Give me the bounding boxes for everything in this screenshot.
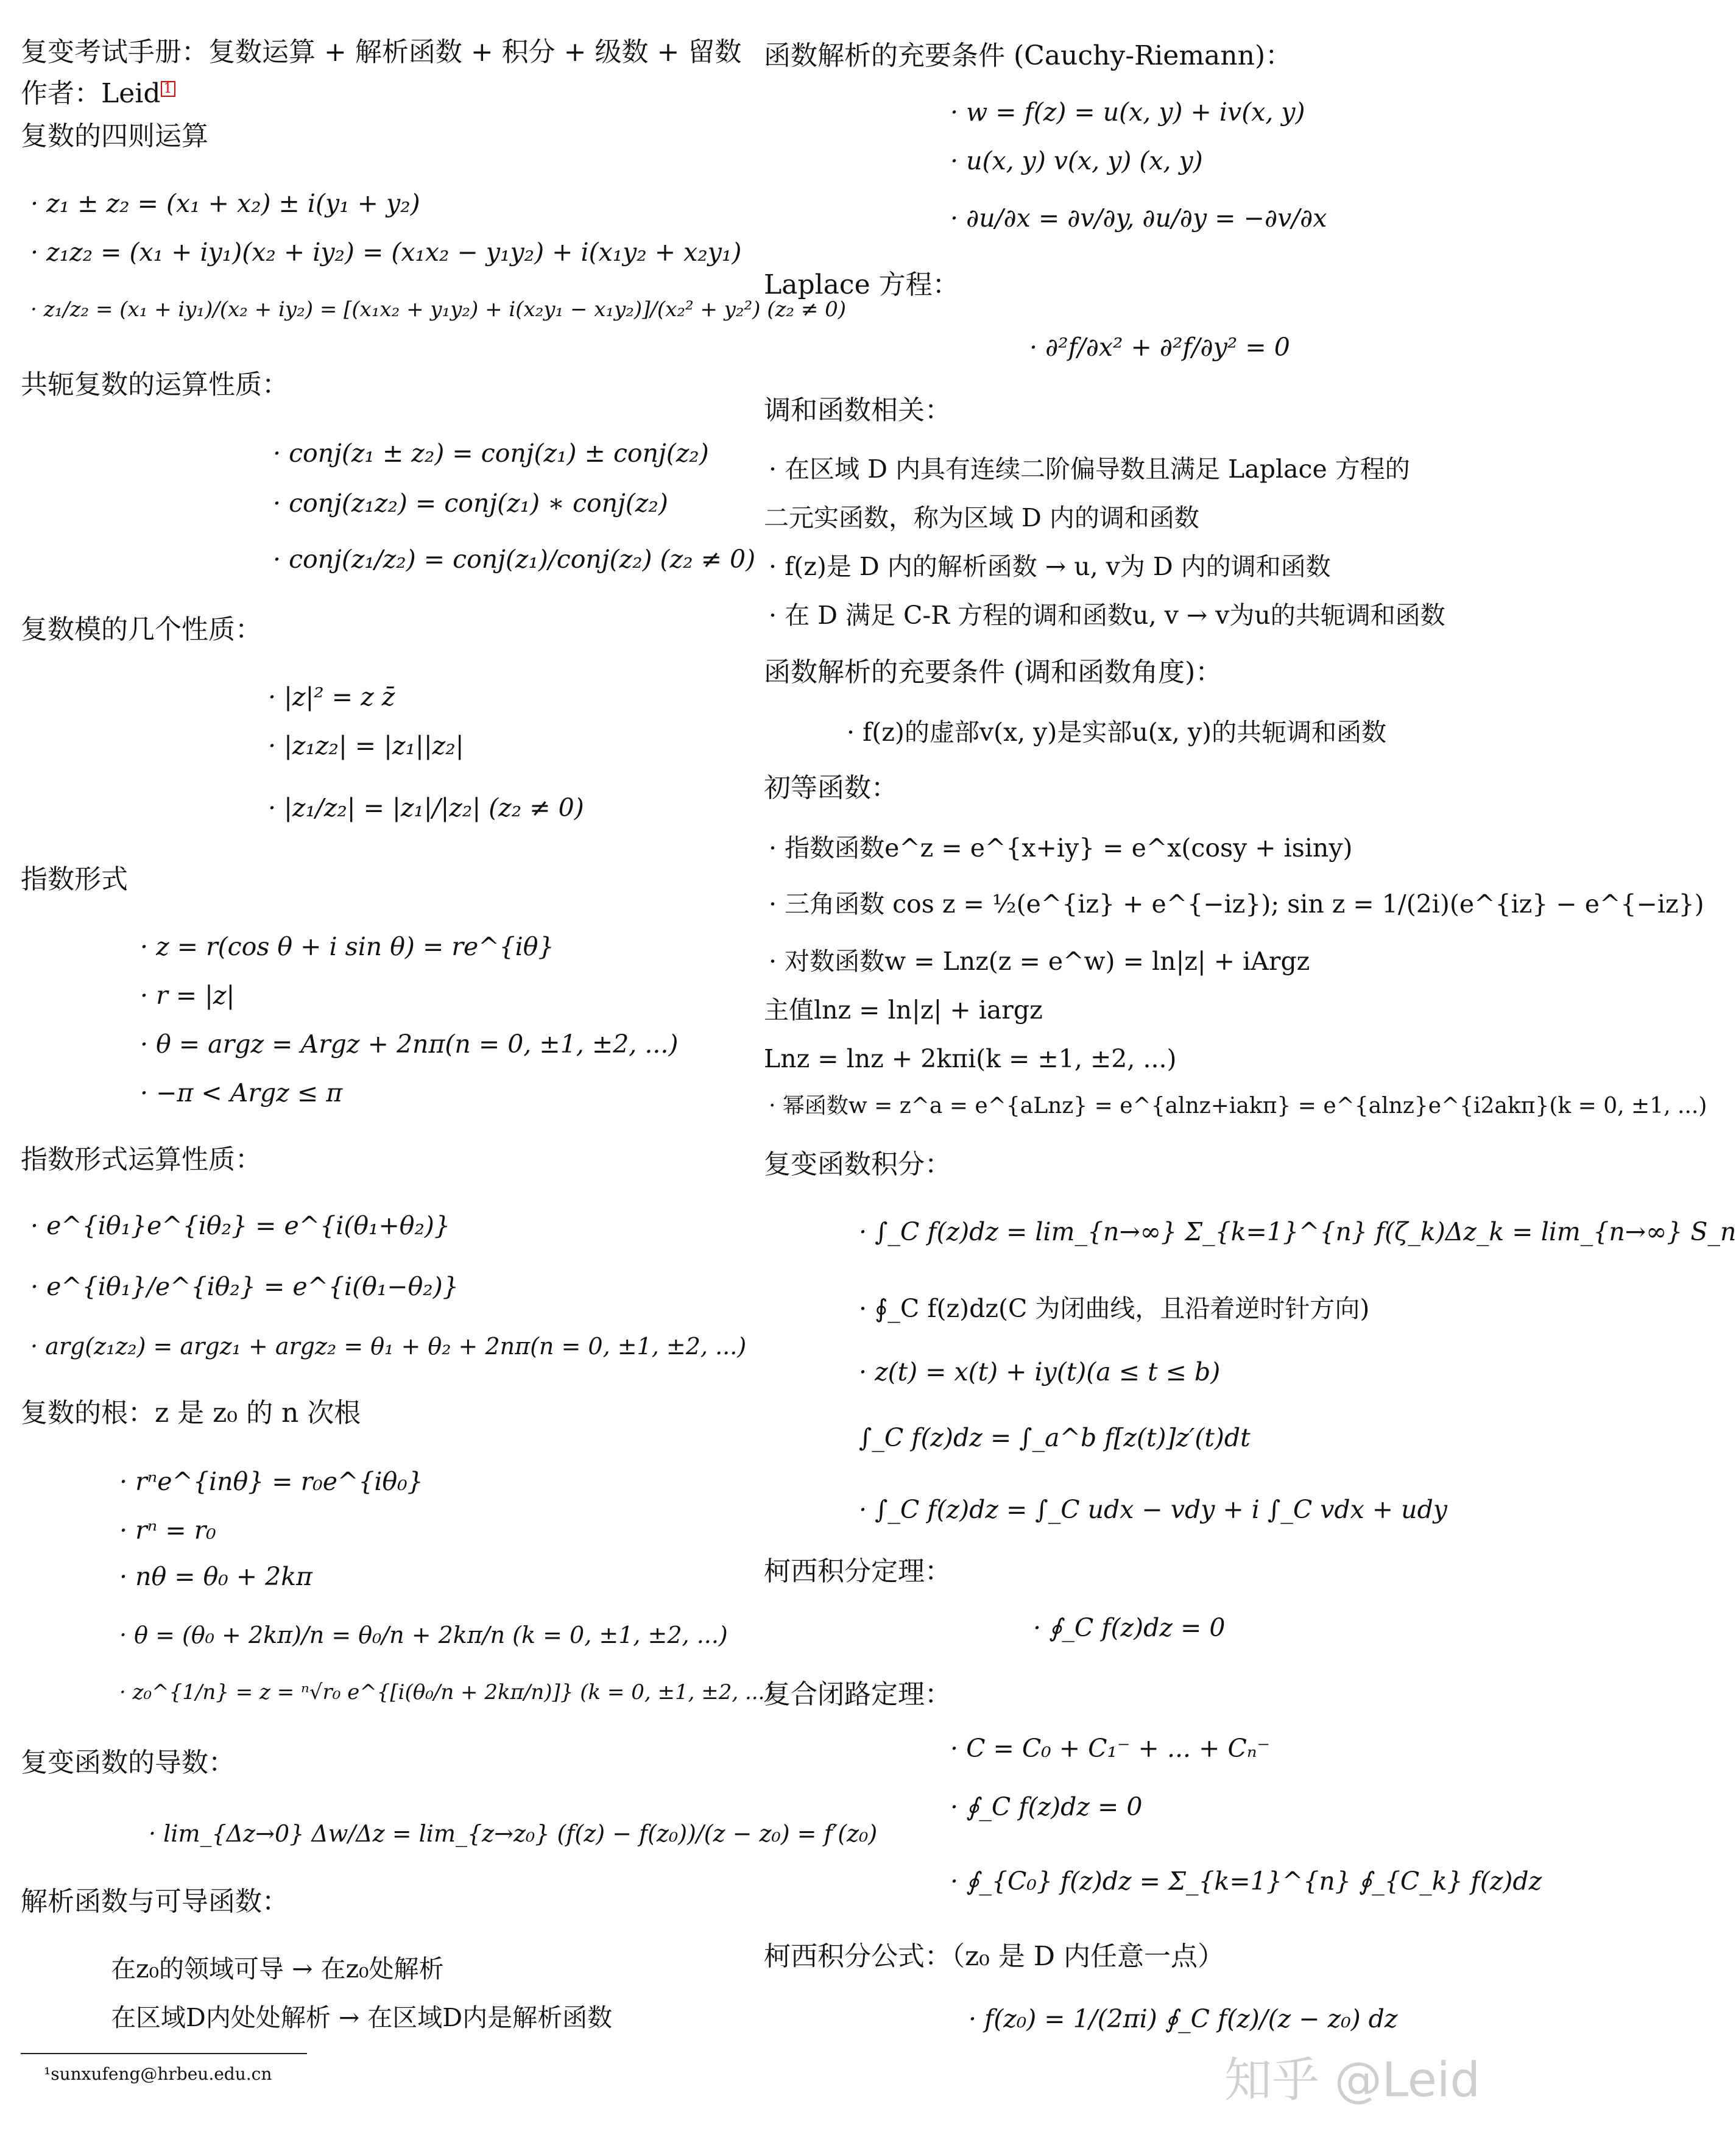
formula: · |z₁/z₂| = |z₁|/|z₂| (z₂ ≠ 0) xyxy=(268,793,584,822)
formula: · lim_{Δz→0} Δw/Δz = lim_{z→z₀} (f(z) − f(z₀))/(z − z₀) = f′(z₀) xyxy=(149,1820,878,1847)
formula: · conj(z₁z₂) = conj(z₁) ∗ conj(z₂) xyxy=(273,489,668,518)
formula: · ∂²f/∂x² + ∂²f/∂y² = 0 xyxy=(1029,333,1290,362)
section-heading: Laplace 方程： xyxy=(764,269,959,300)
formula: · r = |z| xyxy=(140,981,235,1010)
formula: · ∮_C f(z)dz(C 为闭曲线，且沿着逆时针方向) xyxy=(859,1294,1370,1323)
section-heading: 复数的四则运算 xyxy=(21,121,208,152)
formula: · 幂函数w = z^a = e^{aLnz} = e^{alnz+iakπ} = e^{alnz}e^{i2akπ}(k = 0, ±1, ...) xyxy=(769,1093,1707,1118)
section-heading: 复变函数的导数： xyxy=(21,1747,235,1778)
watermark: 知乎 @Leid xyxy=(1224,2053,1481,2108)
section-heading: 初等函数： xyxy=(764,772,898,804)
section-heading: 函数解析的充要条件 (Cauchy-Riemann)： xyxy=(764,40,1293,71)
footnote-marker[interactable]: 1 xyxy=(161,81,175,97)
right-column xyxy=(755,0,1736,2137)
formula: 在z₀的领域可导 → 在z₀处解析 xyxy=(111,1954,444,1983)
formula: · f(z₀) = 1/(2πi) ∮_C f(z)/(z − z₀) dz xyxy=(969,2004,1398,2033)
formula: 二元实函数，称为区域 D 内的调和函数 xyxy=(764,503,1199,532)
section-heading: 柯西积分公式：（z₀ 是 D 内任意一点） xyxy=(764,1941,1225,1972)
formula: · |z|² = z z̄ xyxy=(268,682,395,712)
section-heading: 解析函数与可导函数： xyxy=(21,1886,289,1917)
formula: · e^{iθ₁}e^{iθ₂} = e^{i(θ₁+θ₂)} xyxy=(30,1211,451,1240)
formula: · 在 D 满足 C-R 方程的调和函数u, v → v为u的共轭调和函数 xyxy=(769,601,1445,630)
formula: · −π < Argz ≤ π xyxy=(140,1078,343,1107)
formula: · z(t) = x(t) + iy(t)(a ≤ t ≤ b) xyxy=(859,1357,1221,1386)
formula: · z₁z₂ = (x₁ + iy₁)(x₂ + iy₂) = (x₁x₂ − y₁y₂) + i(x₁y₂ + x₂y₁) xyxy=(30,238,742,267)
formula: · 在区域 D 内具有连续二阶偏导数且满足 Laplace 方程的 xyxy=(769,454,1410,484)
formula: · ∮_C f(z)dz = 0 xyxy=(1033,1613,1226,1642)
section-heading: 指数形式 xyxy=(21,864,128,895)
formula: · 三角函数 cos z = ½(e^{iz} + e^{−iz}); sin z = 1/(2i)(e^{iz} − e^{−iz}) xyxy=(769,889,1704,919)
formula: · conj(z₁/z₂) = conj(z₁)/conj(z₂) (z₂ ≠ 0) xyxy=(273,545,756,574)
formula: · f(z)的虚部v(x, y)是实部u(x, y)的共轭调和函数 xyxy=(847,718,1387,747)
formula: Lnz = lnz + 2kπi(k = ±1, ±2, ...) xyxy=(764,1044,1177,1073)
formula: · ∫_C f(z)dz = ∫_C udx − vdy + i ∫_C vdx + udy xyxy=(859,1495,1447,1524)
author-text: 作者：Leid xyxy=(21,78,161,109)
formula: · θ = (θ₀ + 2kπ)/n = θ₀/n + 2kπ/n (k = 0, ±1, ±2, ...) xyxy=(119,1622,728,1648)
section-heading: 复数模的几个性质： xyxy=(21,614,262,645)
formula: · e^{iθ₁}/e^{iθ₂} = e^{i(θ₁−θ₂)} xyxy=(30,1272,459,1301)
formula: · z = r(cos θ + i sin θ) = re^{iθ} xyxy=(140,932,554,961)
formula: · ∮_C f(z)dz = 0 xyxy=(950,1792,1143,1821)
formula: · rⁿe^{inθ} = r₀e^{iθ₀} xyxy=(119,1467,423,1496)
section-heading: 调和函数相关： xyxy=(764,395,951,426)
footnote-divider xyxy=(21,2053,307,2054)
formula: · C = C₀ + C₁⁻ + ... + Cₙ⁻ xyxy=(950,1734,1271,1763)
section-heading: 复数的根：z 是 z₀ 的 n 次根 xyxy=(21,1397,361,1429)
formula: ∫_C f(z)dz = ∫_a^b f[z(t)]z′(t)dt xyxy=(859,1423,1251,1452)
footnote[interactable]: ¹sunxufeng@hrbeu.edu.cn xyxy=(44,2064,272,2084)
author-line xyxy=(21,79,175,108)
section-heading: 柯西积分定理： xyxy=(764,1556,951,1587)
formula: · 对数函数w = Lnz(z = e^w) = ln|z| + iArgz xyxy=(769,947,1310,976)
formula: · θ = argz = Argz + 2nπ(n = 0, ±1, ±2, ...) xyxy=(140,1030,679,1059)
formula: · z₁/z₂ = (x₁ + iy₁)/(x₂ + iy₂) = [(x₁x₂ + y₁y₂) + i(x₂y₁ − x₁y₂)]/(x₂² + y₂²) (z₂ ≠ 0) xyxy=(30,297,847,322)
formula: · u(x, y) v(x, y) (x, y) xyxy=(950,146,1203,175)
formula: · 指数函数e^z = e^{x+iy} = e^x(cosy + isiny) xyxy=(769,833,1353,863)
formula: · ∮_{C₀} f(z)dz = Σ_{k=1}^{n} ∮_{C_k} f(z)dz xyxy=(950,1867,1542,1896)
section-heading: 复变函数积分： xyxy=(764,1149,951,1180)
formula: · ∂u/∂x = ∂v/∂y, ∂u/∂y = −∂v/∂x xyxy=(950,203,1327,233)
formula: · rⁿ = r₀ xyxy=(119,1516,216,1545)
formula: · |z₁z₂| = |z₁||z₂| xyxy=(268,731,464,760)
formula: 主值lnz = ln|z| + iargz xyxy=(764,995,1043,1025)
section-heading: 共轭复数的运算性质： xyxy=(21,369,289,400)
formula: · z₁ ± z₂ = (x₁ + x₂) ± i(y₁ + y₂) xyxy=(30,189,420,218)
page-title: 复变考试手册：复数运算 + 解析函数 + 积分 + 级数 + 留数 xyxy=(21,37,742,68)
formula: · z₀^{1/n} = z = ⁿ√r₀ e^{[i(θ₀/n + 2kπ/n)]} (k = 0, ±1, ±2, ...) xyxy=(119,1680,773,1704)
formula: · f(z)是 D 内的解析函数 → u, v为 D 内的调和函数 xyxy=(769,552,1331,581)
formula: · arg(z₁z₂) = argz₁ + argz₂ = θ₁ + θ₂ + 2nπ(n = 0, ±1, ±2, ...) xyxy=(30,1333,747,1360)
section-heading: 函数解析的充要条件 (调和函数角度)： xyxy=(764,657,1223,688)
formula: · ∫_C f(z)dz = lim_{n→∞} Σ_{k=1}^{n} f(ζ_k)Δz_k = lim_{n→∞} S_n xyxy=(859,1217,1736,1246)
section-heading: 复合闭路定理： xyxy=(764,1679,951,1710)
formula: · conj(z₁ ± z₂) = conj(z₁) ± conj(z₂) xyxy=(273,439,709,468)
section-heading: 指数形式运算性质： xyxy=(21,1144,262,1175)
formula: · nθ = θ₀ + 2kπ xyxy=(119,1562,312,1591)
formula: 在区域D内处处解析 → 在区域D内是解析函数 xyxy=(111,2003,613,2032)
formula: · w = f(z) = u(x, y) + iv(x, y) xyxy=(950,97,1305,127)
